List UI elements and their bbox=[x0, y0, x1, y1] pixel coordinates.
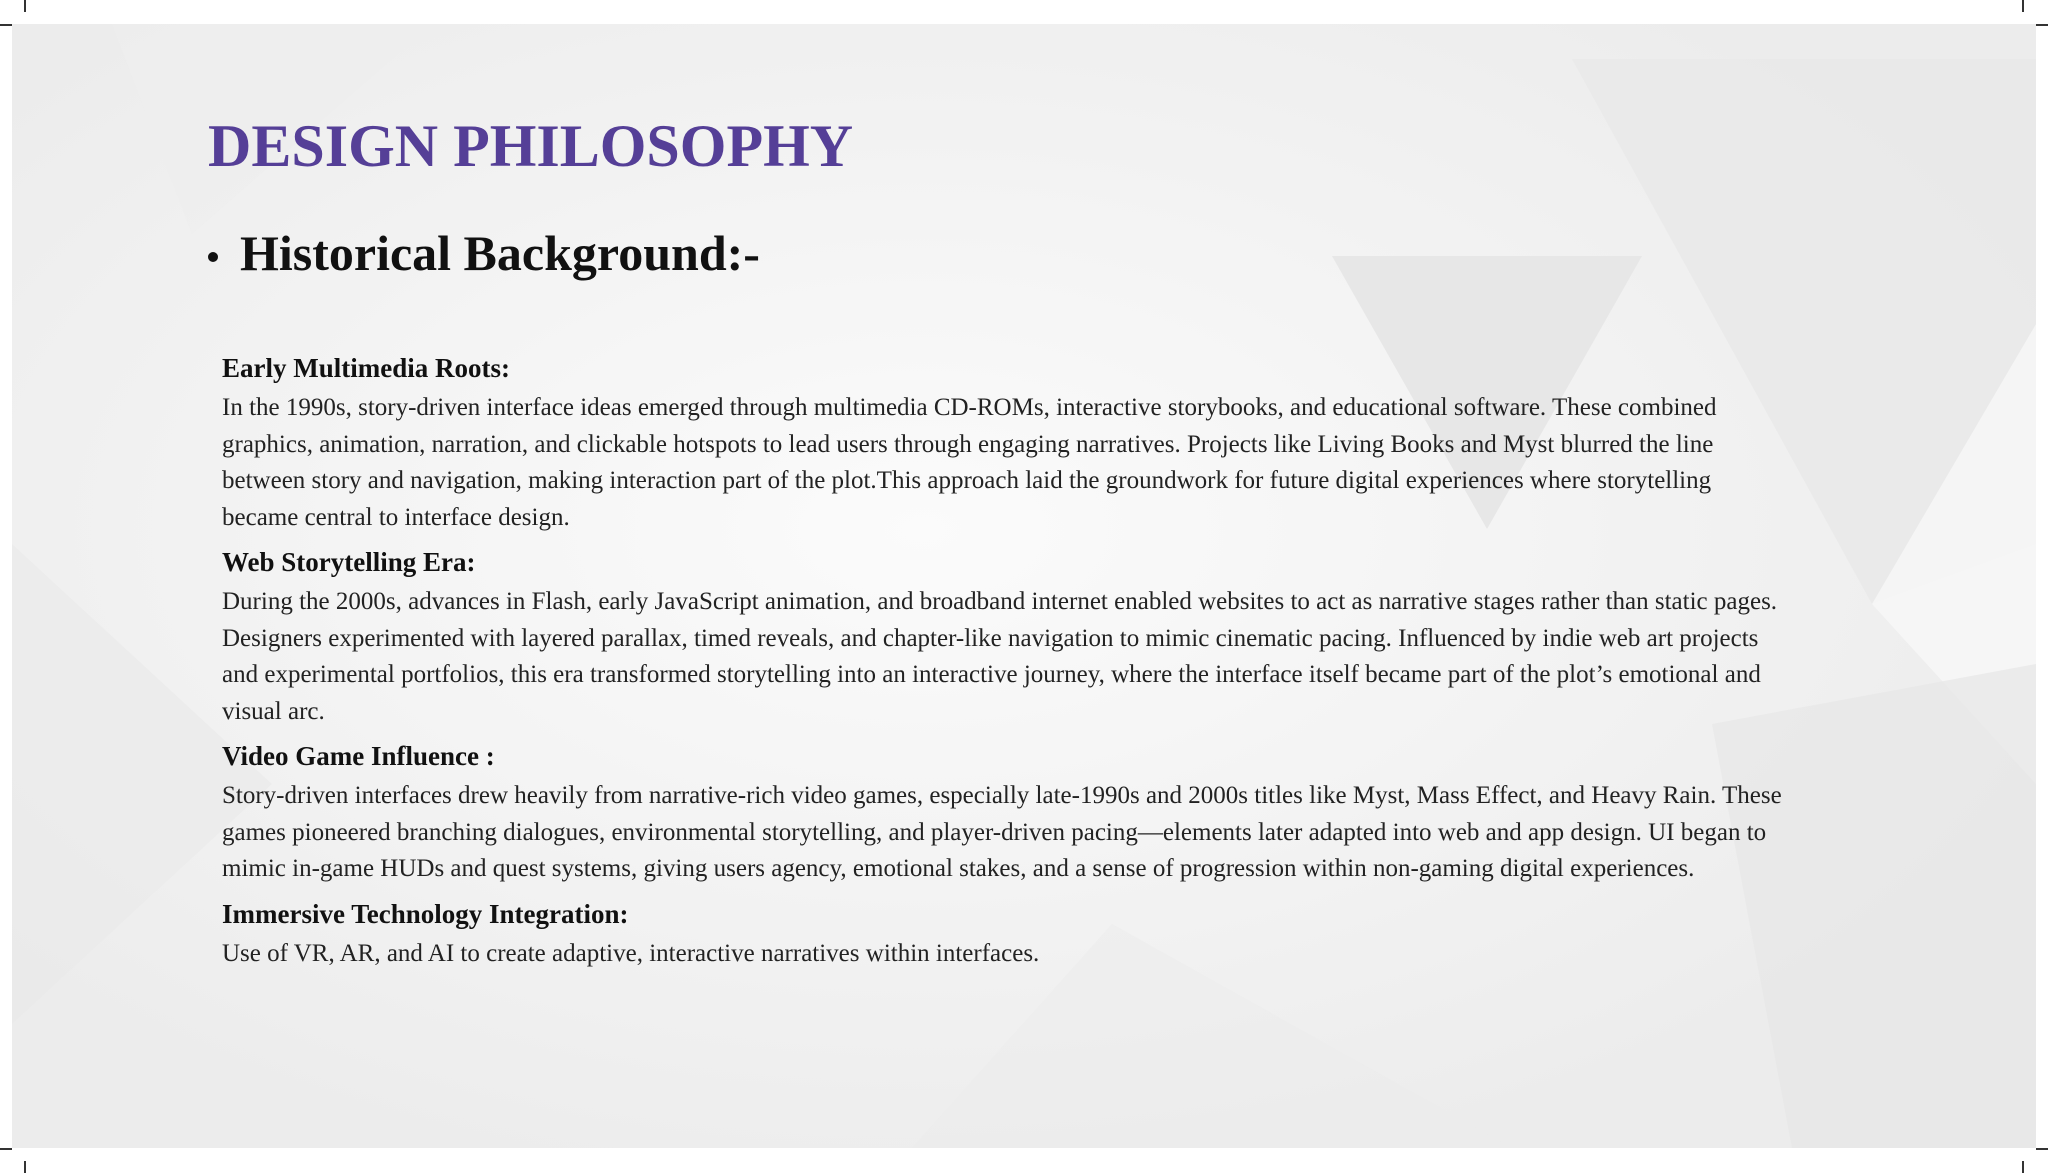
section-body: During the 2000s, advances in Flash, early JavaScript animation, and broadband internet enabled websites to act as narrative stages rather than static pages. Designers experimented with layered parallax, timed reveals, and chapter-like navigation to mimic cinematic pacing. Influenced by indie web art projects and experimental portfolios, this era transformed storytelling into an interactive journey, where the interface itself became part of the plot’s emotional and visual arc. bbox=[222, 588, 1778, 725]
section-heading: Early Multimedia Roots: bbox=[222, 353, 510, 383]
crop-mark-top-right-v bbox=[2022, 0, 2024, 12]
bullet-heading: Historical Background:- bbox=[240, 225, 760, 281]
section-video-game bbox=[222, 734, 1782, 888]
sections-list bbox=[222, 346, 1782, 976]
crop-mark-bottom-right-h bbox=[2036, 1148, 2048, 1150]
crop-mark-bottom-right-v bbox=[2022, 1161, 2024, 1173]
crop-mark-top-right-h bbox=[2036, 24, 2048, 26]
bullet-item bbox=[208, 224, 760, 282]
section-heading: Web Storytelling Era: bbox=[222, 547, 476, 577]
slide bbox=[12, 24, 2036, 1148]
crop-mark-bottom-left-h bbox=[0, 1148, 12, 1150]
crop-mark-top-left-v bbox=[24, 0, 26, 12]
section-body: Use of VR, AR, and AI to create adaptive, interactive narratives within interfaces. bbox=[222, 939, 1040, 967]
slide-title: DESIGN PHILOSOPHY bbox=[208, 113, 854, 179]
section-heading: Video Game Influence : bbox=[222, 741, 495, 771]
bullet-dot-icon bbox=[208, 252, 218, 262]
section-heading: Immersive Technology Integration: bbox=[222, 898, 629, 929]
slide-content bbox=[12, 24, 2036, 1148]
crop-mark-bottom-left-v bbox=[24, 1161, 26, 1173]
section-body: In the 1990s, story-driven interface ideas emerged through multimedia CD-ROMs, interactive storybooks, and educational software. These combined graphics, animation, narration, and clickable hotspots to lead users through engaging narratives. Projects like Living Books and Myst blurred the line between story and navigation, making interaction part of the plot.This approach laid the groundwork for future digital experiences where storytelling became central to interface design. bbox=[222, 394, 1717, 531]
section-web-storytelling bbox=[222, 540, 1782, 730]
crop-mark-top-left-h bbox=[0, 24, 12, 26]
section-body: Story-driven interfaces drew heavily from narrative-rich video games, especially late-1990s and 2000s titles like Myst, Mass Effect, and Heavy Rain. These games pioneered branching dialogues, environmental storytelling, and player-driven pacing—elements later adapted into web and app design. UI began to mimic in-game HUDs and quest systems, giving users agency, emotional stakes, and a sense of progression within non-gaming digital experiences. bbox=[222, 782, 1782, 882]
section-early-multimedia bbox=[222, 346, 1782, 536]
section-immersive-tech bbox=[222, 892, 1782, 973]
